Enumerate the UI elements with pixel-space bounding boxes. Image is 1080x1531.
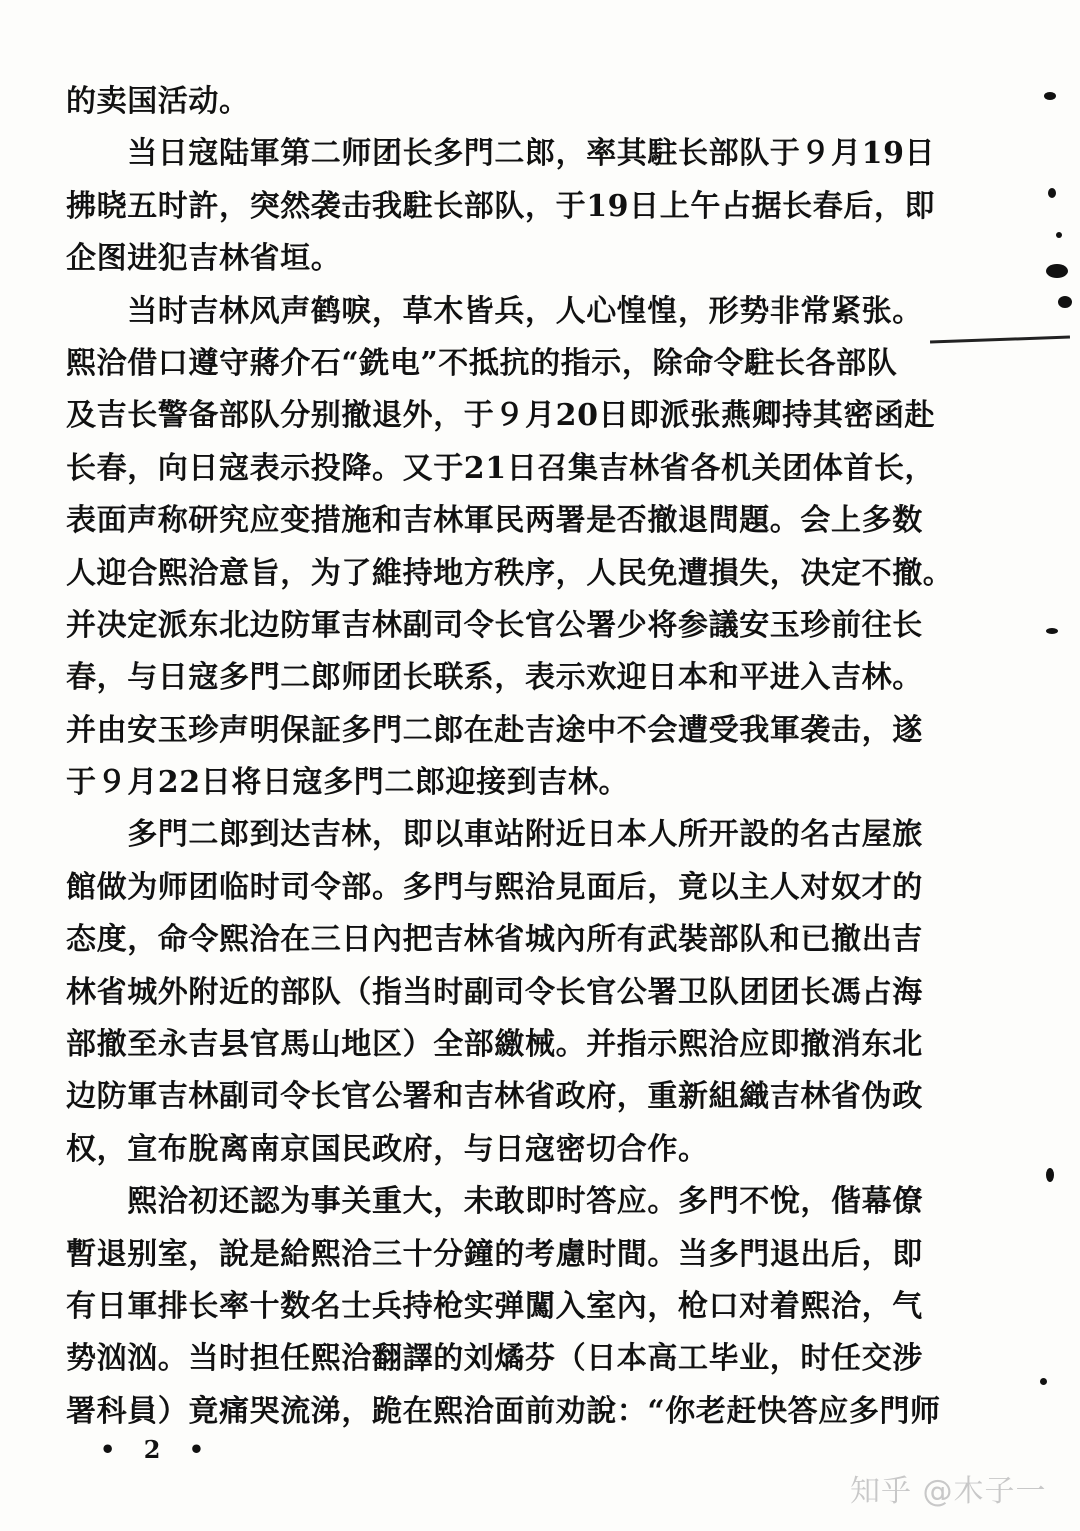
page-number: • 2 •	[100, 1435, 215, 1464]
scan-speck	[1046, 628, 1058, 634]
text-line: 并决定派东北边防軍吉林副司令长官公署少将参議安玉珍前往长	[66, 607, 923, 643]
text-line: 及吉长警备部队分别撤退外，于９月20日即派张燕卿持其密函赴	[66, 398, 936, 434]
scan-speck	[1058, 296, 1072, 308]
text-line: 长春，向日寇表示投降。又于21日召集吉林省各机关团体首长，	[66, 450, 936, 486]
text-line: 权，宣布脫离南京国民政府，与日寇密切合作。	[66, 1131, 709, 1167]
scan-speck	[1056, 232, 1062, 238]
text-line: 拂晓五时許，突然袭击我駐长部队，于19日上午占据长春后，即	[66, 188, 936, 224]
text-line: 暫退别室，說是給熙洽三十分鐘的考慮时間。当多門退出后，即	[66, 1236, 923, 1272]
text-line: 林省城外附近的部队（指当时副司令长官公署卫队团团长馮占海	[66, 974, 923, 1010]
text-line: 并由安玉珍声明保証多門二郎在赴吉途中不会遭受我軍袭击，遂	[66, 712, 923, 748]
text-line: 人迎合熙洽意旨，为了維持地方秩序，人民免遭損失，决定不撤。	[66, 555, 954, 591]
text-line: 春，与日寇多門二郎师团长联系，表示欢迎日本和平进入吉林。	[66, 660, 923, 696]
text-line: 势汹汹。当时担任熙洽翻譯的刘燏芬（日本高工毕业，时任交涉	[66, 1341, 923, 1377]
text-line: 边防軍吉林副司令长官公署和吉林省政府，重新組織吉林省伪政	[66, 1079, 923, 1115]
text-line: 部撤至永吉县官馬山地区）全部繳械。并指示熙洽应即撤消东北	[66, 1027, 923, 1063]
text-line: 的卖国活动。	[66, 84, 250, 119]
scan-speck	[1046, 1168, 1054, 1182]
text-line: 館做为师团临时司令部。多門与熙洽見面后，竟以主人对奴才的	[66, 869, 923, 905]
watermark: 知乎 @木子一	[850, 1474, 1047, 1509]
scan-speck	[1048, 188, 1056, 198]
text-line: 多門二郎到达吉林，即以車站附近日本人所开設的名古屋旅	[66, 817, 923, 853]
text-line: 当时吉林风声鹤唳，草木皆兵，人心惶惶，形势非常紧张。	[66, 293, 923, 329]
text-line: 态度，命令熙洽在三日內把吉林省城內所有武裝部队和已撤出吉	[66, 922, 923, 958]
scan-speck	[1044, 92, 1056, 100]
text-line: 署科員）竟痛哭流涕，跪在熙洽面前劝說：“你老赶快答应多門师	[66, 1393, 941, 1429]
text-line: 于９月22日将日寇多門二郎迎接到吉林。	[66, 765, 630, 801]
scan-speck	[1046, 264, 1068, 278]
scan-speck	[1040, 1378, 1047, 1385]
text-line: 当日寇陆軍第二师团长多門二郎，率其駐长部队于９月19日	[66, 136, 936, 172]
text-line: 熙洽初还認为事关重大，未敢即时答应。多門不悅，偕幕僚	[66, 1184, 923, 1220]
scan-edge-line	[930, 336, 1070, 344]
text-line: 表面声称研究应变措施和吉林軍民两署是否撤退問題。会上多数	[66, 503, 923, 539]
text-line: 企图进犯吉林省垣。	[66, 241, 342, 277]
body-text	[66, 76, 954, 1438]
text-line: 有日軍排长率十数名士兵持枪实弹闖入室內，枪口对着熙洽，气	[66, 1288, 923, 1324]
text-line: 熙洽借口遵守蔣介石“銑电”不抵抗的指示，除命令駐长各部队	[66, 345, 898, 381]
